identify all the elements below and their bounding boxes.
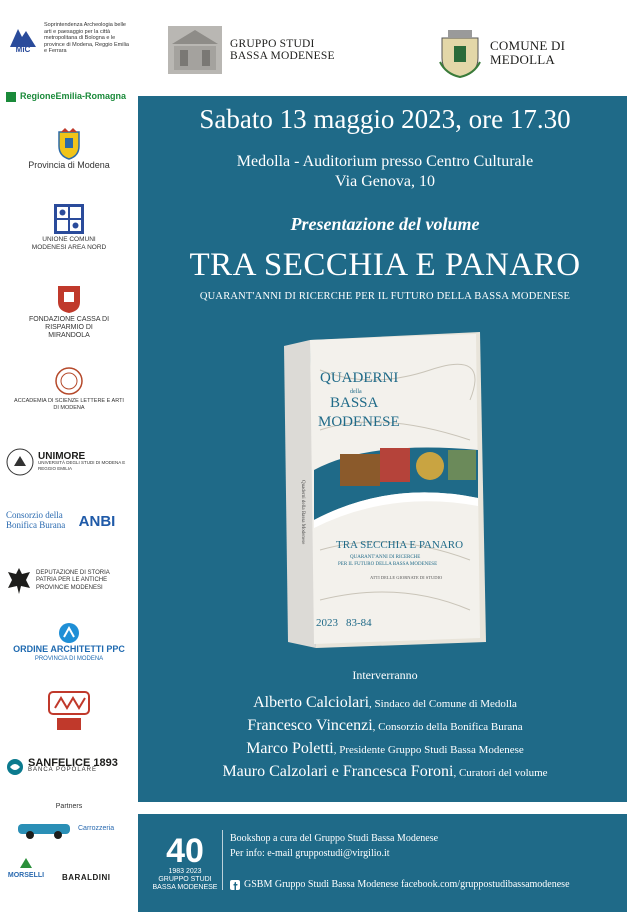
ordine-text: ORDINE ARCHITETTI PPC xyxy=(13,644,125,654)
bookshop-text: Bookshop a cura del Gruppo Studi Bassa Modenese xyxy=(230,833,439,844)
cover-year: 2023 xyxy=(316,617,338,629)
unione-icon xyxy=(54,204,84,234)
partners-label: Partners xyxy=(55,803,83,810)
speaker-name: Francesco Vincenzi xyxy=(247,717,373,734)
deputazione-text: DEPUTAZIONE DI STORIA PATRIA PER LE ANTICHE PROVINCIE MODENESI xyxy=(36,569,110,591)
event-place xyxy=(150,152,620,192)
cover-title: TRA SECCHIA E PANARO xyxy=(336,539,464,551)
speaker-row xyxy=(150,715,620,738)
svg-text:MiC: MiC xyxy=(15,45,31,54)
partner2-text: MORSELLI xyxy=(7,872,45,879)
anniversary-badge xyxy=(150,834,220,892)
accademia-text: ACCADEMIA DI SCIENZE LETTERE E ARTI DI MODENA xyxy=(14,398,124,411)
speaker-role: , Presidente Gruppo Studi Bassa Modenese xyxy=(333,744,524,756)
sanfelice-subtext: BANCA POPOLARE xyxy=(28,767,98,773)
gruppo-studi-relief-icon xyxy=(168,26,222,74)
sanfelice-logo xyxy=(6,758,132,776)
cover-photo-1 xyxy=(340,454,380,486)
cover-sub3: ATTI DELLE GIORNATE DI STUDIO xyxy=(370,575,443,580)
speaker-role: , Curatori del volume xyxy=(453,767,548,779)
series-line2: della xyxy=(350,389,362,395)
partner-baraldini-logo xyxy=(62,874,132,882)
cover-sub1: QUARANT'ANNI DI RICERCHE xyxy=(350,555,421,560)
series-line3: BASSA xyxy=(330,395,379,411)
comune-medolla-logo xyxy=(438,28,582,78)
partner-morselli-logo xyxy=(6,856,46,880)
sanfelice-icon xyxy=(6,758,24,776)
speaker-row xyxy=(150,761,620,784)
series-line1: QUADERNI xyxy=(320,370,399,386)
footer-separator xyxy=(138,802,627,814)
gruppo-studi-name: GRUPPO STUDI BASSA MODENESE xyxy=(230,38,335,62)
unimore-subtext: UNIVERSITÀ DEGLI STUDI DI MODENA E REGGIO EMILIA xyxy=(38,460,126,471)
speaker-name: Marco Poletti xyxy=(246,740,334,757)
event-date: Sabato 13 maggio 2023, ore 17.30 xyxy=(199,104,571,134)
fondazione-crest-icon xyxy=(56,284,82,314)
red-emblem-icon xyxy=(41,690,97,734)
provincia-logo xyxy=(6,128,132,170)
speaker-role: , Consorzio della Bonifica Burana xyxy=(372,721,523,733)
badge-years: 1983 2023 xyxy=(168,868,202,875)
footer-divider xyxy=(222,830,223,890)
ordine-icon xyxy=(58,622,80,644)
partner-carrozzeria-logo xyxy=(14,818,140,840)
consorzio-logo xyxy=(6,510,132,530)
accademia-logo xyxy=(6,366,132,411)
gruppo-studi-logo xyxy=(168,26,350,74)
facebook-icon xyxy=(230,880,240,890)
eagle-icon xyxy=(6,566,32,596)
car-icon xyxy=(14,818,74,840)
social-text[interactable]: GSBM Gruppo Studi Bassa Modenese facebook.com/gruppostudibassamodenese xyxy=(244,879,570,890)
fondazione-text: FONDAZIONE CASSA DI RISPARMIO DI MIRANDOLA xyxy=(28,316,110,339)
event-place-line1: Medolla - Auditorium presso Centro Culturale xyxy=(236,153,534,170)
red-emblem-logo xyxy=(6,690,132,734)
fondazione-logo xyxy=(6,284,132,340)
speaker-name: Mauro Calzolari e Francesca Foroni xyxy=(222,763,454,780)
ordine-logo xyxy=(6,622,132,663)
regione-logo xyxy=(6,92,132,102)
medolla-crest-icon xyxy=(438,28,482,78)
speaker-name: Alberto Calciolari xyxy=(253,694,370,711)
cover-numbers: 83-84 xyxy=(346,617,372,629)
sanfelice-text: SANFELICE 1893 xyxy=(28,756,118,769)
provincia-crest-icon xyxy=(56,128,82,160)
speakers-label: Interverranno xyxy=(352,668,418,682)
spine-text: Quaderni della Bassa Modenese xyxy=(300,480,305,545)
comune-medolla-name: COMUNE DI MEDOLLA xyxy=(490,38,566,67)
book-subtitle: QUARANT'ANNI DI RICERCHE PER IL FUTURO DELLA BASSA MODENESE xyxy=(199,291,571,302)
unione-logo xyxy=(6,204,132,251)
speakers-list xyxy=(150,692,620,784)
event-place-line2: Via Genova, 10 xyxy=(335,173,435,190)
ordine-subtext: PROVINCIA DI MODENA xyxy=(34,655,104,662)
regione-icon xyxy=(6,92,16,102)
speaker-role: , Sindaco del Comune di Medolla xyxy=(369,698,517,710)
series-line4: MODENESE xyxy=(318,414,400,430)
morselli-icon xyxy=(18,856,34,870)
mic-logo xyxy=(6,22,132,55)
badge-number: 40 xyxy=(166,832,204,870)
speaker-row xyxy=(150,738,620,761)
unimore-logo xyxy=(6,448,132,476)
mic-text: Soprintendenza Archeologia belle arti e paesaggio per la città metropolitana di Bologna e le province di Modena, Reggio Emilia e Ferrara xyxy=(44,22,129,54)
provincia-text: Provincia di Modena xyxy=(28,160,110,170)
partner1-text: Carrozzeria xyxy=(78,825,115,833)
regione-text: RegioneEmilia-Romagna xyxy=(20,91,127,102)
speaker-row xyxy=(150,692,620,715)
deputazione-logo xyxy=(6,566,132,596)
book-cover-image xyxy=(280,330,490,650)
cover-photo-2 xyxy=(380,448,410,482)
cover-photo-coin xyxy=(416,452,444,480)
unimore-seal-icon xyxy=(6,448,34,476)
social-row xyxy=(230,878,570,891)
accademia-seal-icon xyxy=(54,366,84,396)
book-title: TRA SECCHIA E PANARO xyxy=(189,247,581,283)
consorzio-text: Consorzio della Bonifica Burana xyxy=(6,510,66,530)
cover-photo-3 xyxy=(448,450,476,480)
presentation-label: Presentazione del volume xyxy=(290,214,480,234)
unimore-text: UNIMORE xyxy=(38,450,86,462)
unione-text: UNIONE COMUNI MODENESI AREA NORD xyxy=(31,236,107,251)
badge-name: GRUPPO STUDI BASSA MODENESE xyxy=(152,876,218,891)
partner3-text: BARALDINI xyxy=(62,873,111,882)
mic-icon xyxy=(6,23,40,53)
cover-sub2: PER IL FUTURO DELLA BASSA MODENESE xyxy=(338,562,438,567)
anbi-icon xyxy=(76,510,118,530)
info-text: Per info: e-mail gruppostudi@virgilio.it xyxy=(230,848,390,859)
svg-text:ANBI: ANBI xyxy=(78,513,116,530)
